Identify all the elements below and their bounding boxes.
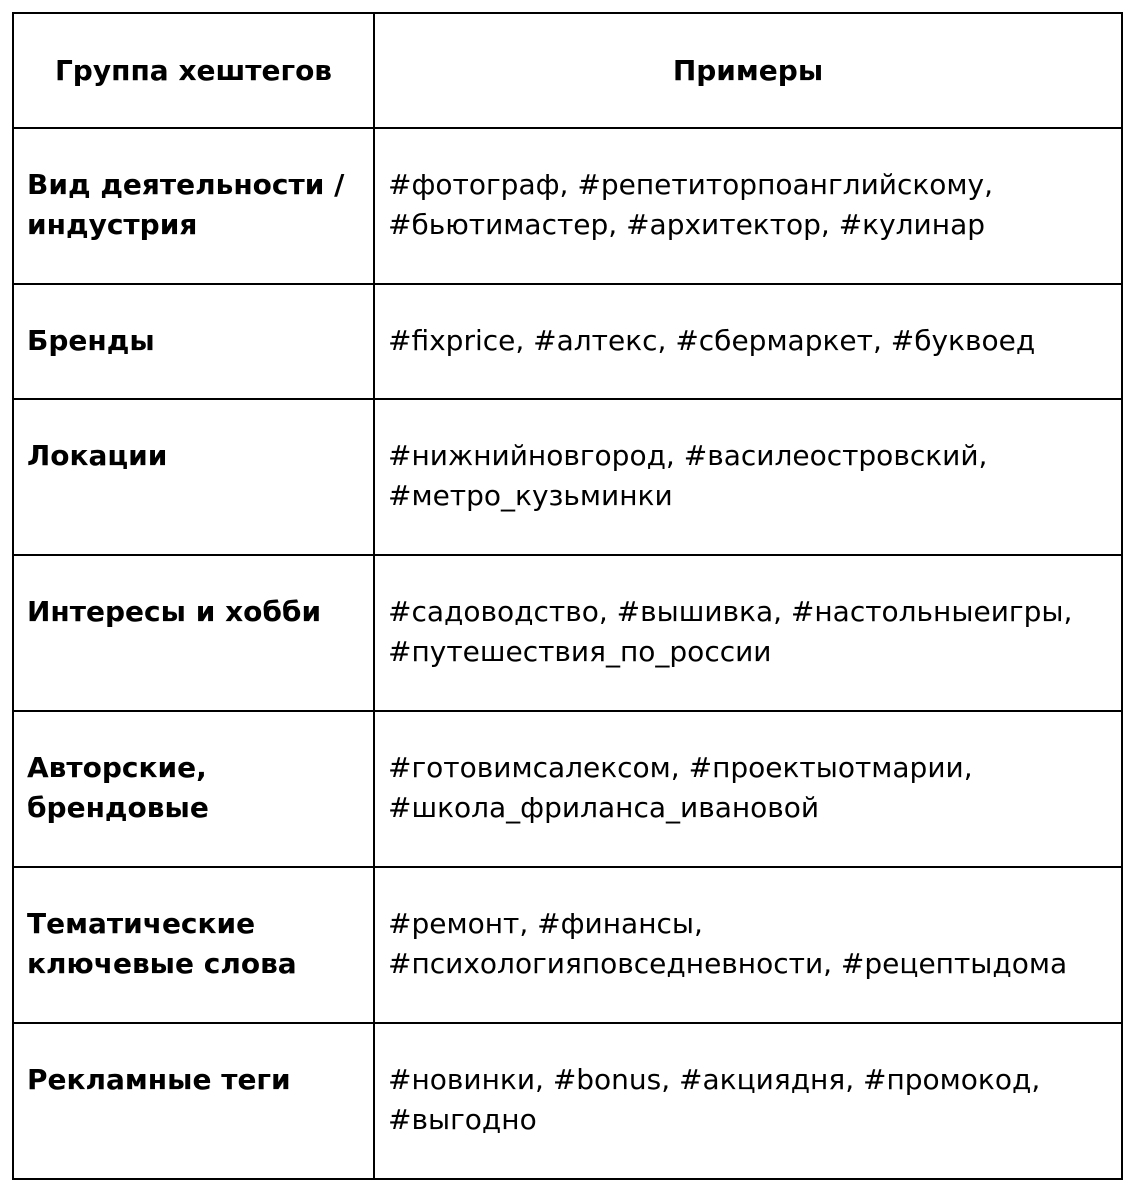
examples-cell: #фотограф, #репетиторпоанглийскому, #бьютимастер, #архитектор, #кулинар [374,128,1122,284]
table-row [13,867,1122,1023]
group-cell: Рекламные теги [13,1023,374,1179]
table-row [13,555,1122,711]
table-row [13,711,1122,867]
table-row [13,399,1122,555]
table-row [13,128,1122,284]
header-group: Группа хештегов [13,13,374,128]
hashtag-groups-table [12,12,1123,1180]
examples-cell: #новинки, #bonus, #акциядня, #промокод, #выгодно [374,1023,1122,1179]
table-row [13,1023,1122,1179]
examples-cell: #нижнийновгород, #василеостровский, #метро_кузьминки [374,399,1122,555]
examples-cell: #готовимсалексом, #проектыотмарии, #школа_фриланса_ивановой [374,711,1122,867]
examples-cell: #ремонт, #финансы, #психологияповседневности, #рецептыдома [374,867,1122,1023]
examples-cell: #fixprice, #алтекс, #сбермаркет, #буквоед [374,284,1122,399]
group-cell: Бренды [13,284,374,399]
group-cell: Авторские, брендовые [13,711,374,867]
group-cell: Интересы и хобби [13,555,374,711]
group-cell: Вид деятельности / индустрия [13,128,374,284]
table-header-row [13,13,1122,128]
group-cell: Тематические ключевые слова [13,867,374,1023]
table-row [13,284,1122,399]
examples-cell: #садоводство, #вышивка, #настольныеигры, #путешествия_по_россии [374,555,1122,711]
group-cell: Локации [13,399,374,555]
header-examples: Примеры [374,13,1122,128]
